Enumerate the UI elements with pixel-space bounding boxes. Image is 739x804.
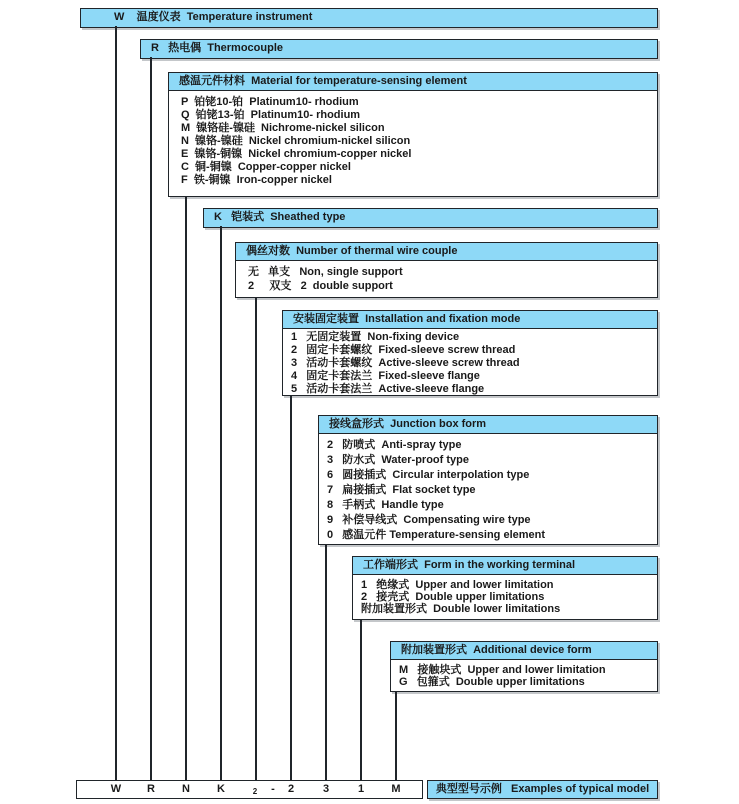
- list-item: 2 固定卡套螺纹 Fixed-sleeve screw thread: [291, 344, 516, 356]
- code-char-1: 1: [357, 783, 365, 795]
- list-item: 8 手柄式 Handle type: [327, 499, 444, 511]
- list-item: 附加装置形式 Double lower limitations: [361, 603, 561, 615]
- list-item: Q 铂铑13-铂 Platinum10- rhodium: [181, 109, 361, 121]
- section-temperature-instrument-header: W 温度仪表 Temperature instrument: [81, 9, 657, 27]
- section-junction-box-form-header: 接线盒形式 Junction box form: [319, 416, 657, 434]
- code-char-k: K: [217, 783, 225, 795]
- list-item: C 铜-铜镍 Copper-copper nickel: [181, 161, 351, 173]
- list-item: 2 接壳式 Double upper limitations: [361, 591, 545, 603]
- list-item: N 镍铬-镍硅 Nickel chromium-nickel silicon: [181, 135, 411, 147]
- section-working-terminal-form: [352, 556, 658, 620]
- connector-line-r: [150, 57, 152, 780]
- section-sensing-material: [168, 72, 658, 197]
- list-item: M 接触块式 Upper and lower limitation: [399, 664, 606, 676]
- wire-couple-list: [236, 261, 657, 297]
- model-example-label: 典型型号示例 Examples of typical model: [435, 783, 650, 795]
- section-installation-mode-header: 安装固定装置 Installation and fixation mode: [283, 311, 657, 329]
- list-item: G 包箍式 Double upper limitations: [399, 676, 585, 688]
- connector-line-working-terminal: [360, 619, 362, 780]
- connector-line-installation: [290, 395, 292, 780]
- list-item: F 铁-铜镍 Iron-copper nickel: [181, 174, 332, 186]
- model-code-box: [76, 780, 423, 799]
- list-item: 7 扁接插式 Flat socket type: [327, 484, 476, 496]
- code-char-n: N: [182, 783, 190, 795]
- list-item: 2 双支 2 double support: [248, 280, 393, 292]
- section-sheathed-type-header: K 铠装式 Sheathed type: [204, 209, 657, 227]
- list-item: 1 绝缘式 Upper and lower limitation: [361, 579, 554, 591]
- section-additional-device-form-header: 附加装置形式 Additional device form: [391, 642, 657, 660]
- code-char-2: 2: [287, 783, 295, 795]
- additional-device-list: [391, 660, 657, 691]
- connector-line-wire-couple: [255, 297, 257, 780]
- section-temperature-instrument: [80, 8, 658, 28]
- connector-line-w: [115, 26, 117, 780]
- model-example-label-box: [427, 780, 658, 799]
- list-item: 0 感温元件 Temperature-sensing element: [327, 529, 546, 541]
- list-item: M 镍铬硅-镍硅 Nichrome-nickel silicon: [181, 122, 385, 134]
- section-additional-device-form: [390, 641, 658, 692]
- connector-line-k: [220, 226, 222, 780]
- section-wire-couple-number-header: 偶丝对数 Number of thermal wire couple: [236, 243, 657, 261]
- sensing-material-list: [169, 91, 657, 196]
- working-terminal-list: [353, 575, 657, 619]
- section-junction-box-form: [318, 415, 658, 545]
- code-char-m: M: [391, 783, 401, 795]
- list-item: 9 补偿导线式 Compensating wire type: [327, 514, 531, 526]
- section-thermocouple: [140, 39, 658, 59]
- code-char-2-subscript: 2: [252, 787, 258, 796]
- list-item: 2 防喷式 Anti-spray type: [327, 439, 462, 451]
- connector-line-junction-box: [325, 544, 327, 780]
- code-char-dash: -: [271, 783, 275, 795]
- list-item: 3 活动卡套螺纹 Active-sleeve screw thread: [291, 357, 520, 369]
- section-sheathed-type: [203, 208, 658, 228]
- code-char-r: R: [147, 783, 155, 795]
- junction-box-list: [319, 434, 657, 544]
- list-item: 无 单支 Non, single support: [248, 266, 403, 278]
- list-item: 4 固定卡套法兰 Fixed-sleeve flange: [291, 370, 480, 382]
- list-item: 1 无固定装置 Non-fixing device: [291, 331, 460, 343]
- list-item: 6 圆接插式 Circular interpolation type: [327, 469, 530, 481]
- installation-mode-list: [283, 329, 657, 395]
- code-char-3: 3: [322, 783, 330, 795]
- list-item: P 铂铑10-铂 Platinum10- rhodium: [181, 96, 359, 108]
- list-item: 5 活动卡套法兰 Active-sleeve flange: [291, 383, 485, 395]
- list-item: E 镍铬-铜镍 Nickel chromium-copper nickel: [181, 148, 412, 160]
- section-thermocouple-header: R 热电偶 Thermocouple: [141, 40, 657, 58]
- code-char-w: W: [110, 783, 122, 795]
- section-installation-mode: [282, 310, 658, 396]
- list-item: 3 防水式 Water-proof type: [327, 454, 469, 466]
- section-working-terminal-form-header: 工作端形式 Form in the working terminal: [353, 557, 657, 575]
- section-sensing-material-header: 感温元件材料 Material for temperature-sensing element: [169, 73, 657, 91]
- connector-line-additional-device: [395, 691, 397, 780]
- section-wire-couple-number: [235, 242, 658, 298]
- connector-line-material: [185, 196, 187, 780]
